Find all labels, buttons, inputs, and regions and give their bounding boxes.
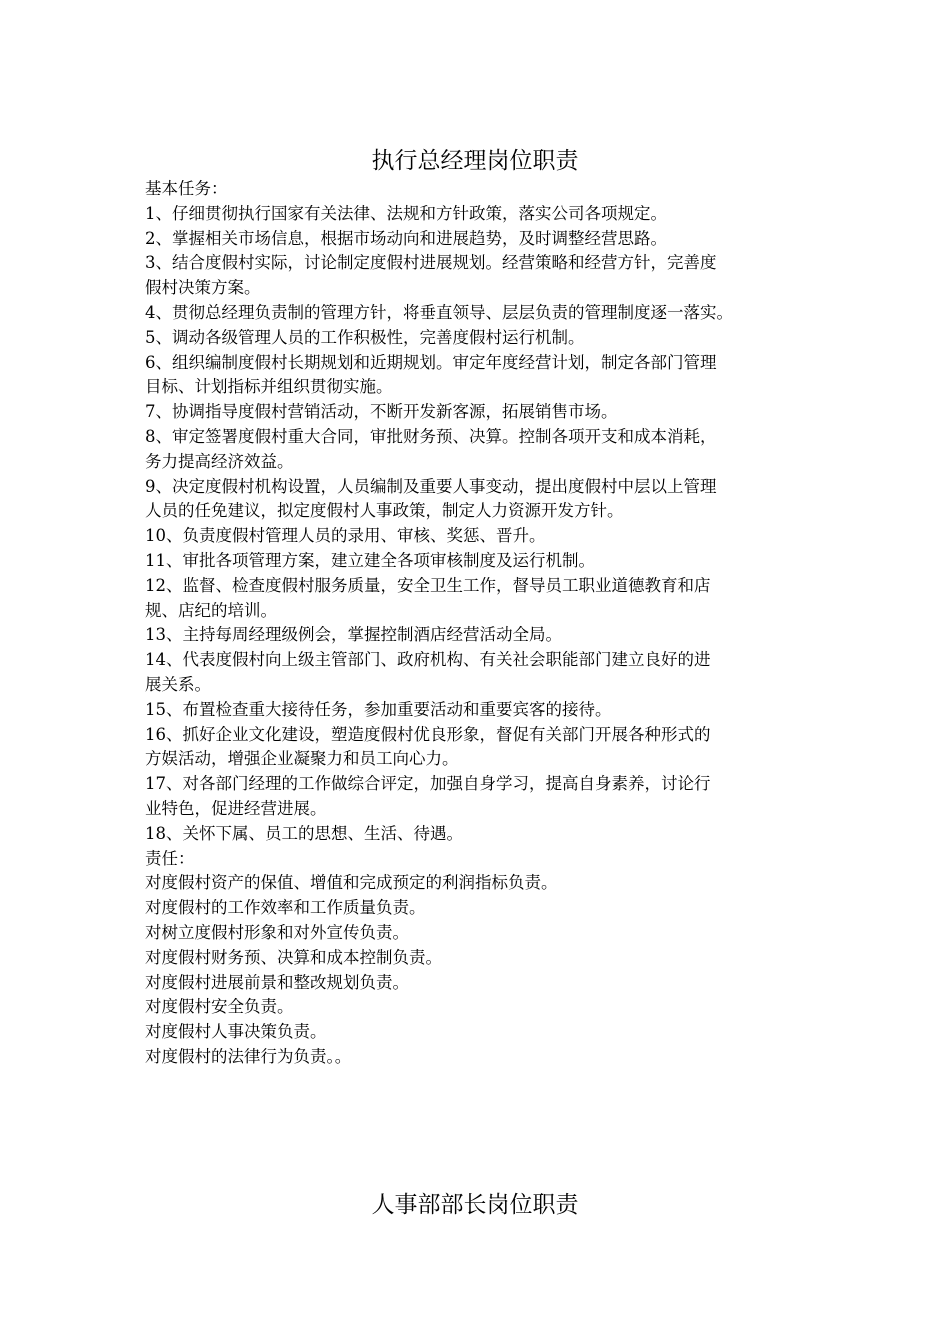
responsibility-item: 对度假村人事决策负责。 <box>145 1022 327 1042</box>
responsibility-item: 对度假村资产的保值、增值和完成预定的利润指标负责。 <box>145 873 558 893</box>
task-line: 7、协调指导度假村营销活动，不断开发新客源，拓展销售市场。 <box>145 402 618 422</box>
task-line: 12、监督、检查度假村服务质量，安全卫生工作，督导员工职业道德教育和店 <box>145 575 711 595</box>
document-title: 执行总经理岗位职责 <box>371 148 579 174</box>
task-item <box>145 425 825 475</box>
responsibility-item: 对度假村财务预、决算和成本控制负责。 <box>145 947 442 967</box>
task-item <box>145 698 825 723</box>
task-item <box>145 301 825 326</box>
task-item <box>145 772 825 822</box>
task-line: 展关系。 <box>145 674 211 694</box>
task-line: 16、抓好企业文化建设，塑造度假村优良形象，督促有关部门开展各种形式的 <box>145 724 711 744</box>
second-section-title: 人事部部长岗位职责 <box>371 1192 579 1218</box>
task-item <box>145 549 825 574</box>
task-line: 14、代表度假村向上级主管部门、政府机构、有关社会职能部门建立良好的进 <box>145 650 711 670</box>
task-line: 人员的任免建议，拟定度假村人事政策，制定人力资源开发方针。 <box>145 501 624 521</box>
task-item <box>145 574 825 624</box>
responsibility-item: 对树立度假村形象和对外宣传负责。 <box>145 922 409 942</box>
task-item <box>145 227 825 252</box>
task-line: 业特色，促进经营进展。 <box>145 798 327 818</box>
responsibility-item: 对度假村的工作效率和工作质量负责。 <box>145 898 426 918</box>
task-item <box>145 326 825 351</box>
task-item <box>145 400 825 425</box>
task-line: 11、审批各项管理方案，建立建全各项审核制度及运行机制。 <box>145 550 595 570</box>
task-line: 假村决策方案。 <box>145 278 261 298</box>
task-line: 1、仔细贯彻执行国家有关法律、法规和方针政策，落实公司各项规定。 <box>145 203 667 223</box>
responsibility-item: 对度假村的法律行为负责。。 <box>145 1046 352 1066</box>
responsibility-list <box>145 871 825 1069</box>
task-item <box>145 648 825 698</box>
task-item <box>145 822 825 847</box>
task-line: 9、决定度假村机构设置，人员编制及重要人事变动，提出度假村中层以上管理 <box>145 476 717 496</box>
task-line: 5、调动各级管理人员的工作积极性，完善度假村运行机制。 <box>145 327 585 347</box>
task-line: 18、关怀下属、员工的思想、生活、待遇。 <box>145 823 463 843</box>
task-item <box>145 623 825 648</box>
task-line: 6、组织编制度假村长期规划和近期规划。审定年度经营计划，制定各部门管理 <box>145 352 717 372</box>
task-line: 规、店纪的培训。 <box>145 600 277 620</box>
task-item <box>145 251 825 301</box>
task-item <box>145 723 825 773</box>
task-line: 2、掌握相关市场信息，根据市场动向和进展趋势，及时调整经营思路。 <box>145 228 667 248</box>
responsibility-item: 对度假村进展前景和整改规划负责。 <box>145 972 409 992</box>
task-item <box>145 202 825 227</box>
task-line: 方娱活动，增强企业凝聚力和员工向心力。 <box>145 749 459 769</box>
task-line: 4、贯彻总经理负责制的管理方针，将垂直领导、层层负责的管理制度逐一落实。 <box>145 302 733 322</box>
task-line: 13、主持每周经理级例会，掌握控制酒店经营活动全局。 <box>145 625 562 645</box>
task-item <box>145 524 825 549</box>
task-line: 务力提高经济效益。 <box>145 451 294 471</box>
task-line: 目标、计划指标并组织贯彻实施。 <box>145 377 393 397</box>
task-line: 8、审定签署度假村重大合同，审批财务预、决算。控制各项开支和成本消耗， <box>145 426 717 446</box>
responsibility-item: 对度假村安全负责。 <box>145 997 294 1017</box>
basic-tasks-heading: 基本任务： <box>145 179 228 198</box>
task-item <box>145 351 825 401</box>
task-item <box>145 475 825 525</box>
document-body <box>145 177 825 1070</box>
task-line: 17、对各部门经理的工作做综合评定，加强自身学习，提高自身素养，讨论行 <box>145 774 711 794</box>
task-line: 3、结合度假村实际，讨论制定度假村进展规划。经营策略和经营方针，完善度 <box>145 253 717 273</box>
task-list <box>145 202 825 847</box>
task-line: 10、负责度假村管理人员的录用、审核、奖惩、晋升。 <box>145 526 546 546</box>
responsibility-heading: 责任： <box>145 848 195 868</box>
task-line: 15、布置检查重大接待任务，参加重要活动和重要宾客的接待。 <box>145 699 612 719</box>
